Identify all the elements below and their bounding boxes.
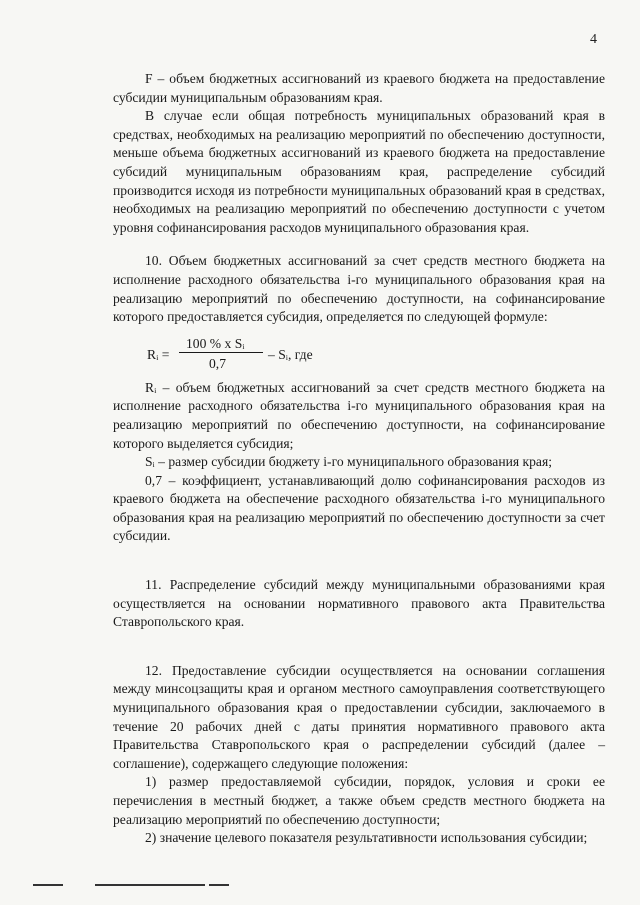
paragraph-12: 12. Предоставление субсидии осуществляется на основании соглашения между минсоцзащиты края и органом местного самоуправления соответствующего муниципального образования края о предоставлении субсидии, заключаемого в течение 20 рабочих дней с даты принятия нормативного правового акта Правительства Ставропольского края о распределении субсидий (далее – соглашение), содержащего следующие положения: [113,662,605,771]
paragraph-si-definition: Sᵢ – размер субсидии бюджету i-го муниципального образования края; [145,454,552,470]
formula-denominator: 0,7 [209,355,226,371]
paragraph-11: 11. Распределение субсидий между муниципальными образованиями края осуществляется на основании нормативного правового акта Правительства Ставропольского края. [113,577,605,630]
footer-scan-marks [33,884,233,886]
paragraph-f-definition: F – объем бюджетных ассигнований из краевого бюджета на предоставление субсидии муниципальным образованиям края. [113,71,605,105]
formula-fraction-bar [179,352,263,353]
scan-mark [209,884,229,886]
formula-rhs: – Sᵢ, где [268,346,313,362]
formula-lhs: Rᵢ = [147,346,170,362]
paragraph-item-2: 2) значение целевого показателя результативности использования субсидии; [145,830,588,846]
paragraph-coefficient: 0,7 – коэффициент, устанавливающий долю софинансирования расходов из краевого бюджета на обеспечение расходного обязательства i-го муниципального образования края на реализацию мероприятий по обеспечению доступности за счет субсидии. [113,472,605,544]
scan-mark [33,884,63,886]
formula-numerator: 100 % x Sᵢ [186,335,245,351]
scan-mark [95,884,205,886]
paragraph-ri-definition: Rᵢ – объем бюджетных ассигнований за счет средств местного бюджета на исполнение расходного обязательства i-го муниципального образования края на реализацию мероприятий по обеспечению доступности, на софинансирование которого выделяется субсидия; [113,379,605,451]
page-number: 4 [590,32,597,47]
document-body [113,70,605,848]
formula [113,337,605,373]
paragraph-10: 10. Объем бюджетных ассигнований за счет средств местного бюджета на исполнение расходного обязательства i-го муниципального образования края на реализацию мероприятий по обеспечению доступности, на софинансирование которого предоставляется субсидия, определяется по следующей формуле: [113,253,605,325]
paragraph-item-1: 1) размер предоставляемой субсидии, порядок, условия и сроки ее перечисления в местный бюджет, а также объем средств местного бюджета на реализацию мероприятий по обеспечению доступности; [113,774,605,827]
paragraph-distribution-case: В случае если общая потребность муниципальных образований края в средствах, необходимых на реализацию мероприятий по обеспечению доступности, меньше объема бюджетных ассигнований из краевого бюджета на предоставление субсидий муниципальным образованиям края, распределение субсидий производится исходя из потребности муниципальных образований края в средствах, необходимых на реализацию мероприятий по обеспечению доступности с учетом уровня софинансирования расходов муниципального образования края. [113,108,605,235]
